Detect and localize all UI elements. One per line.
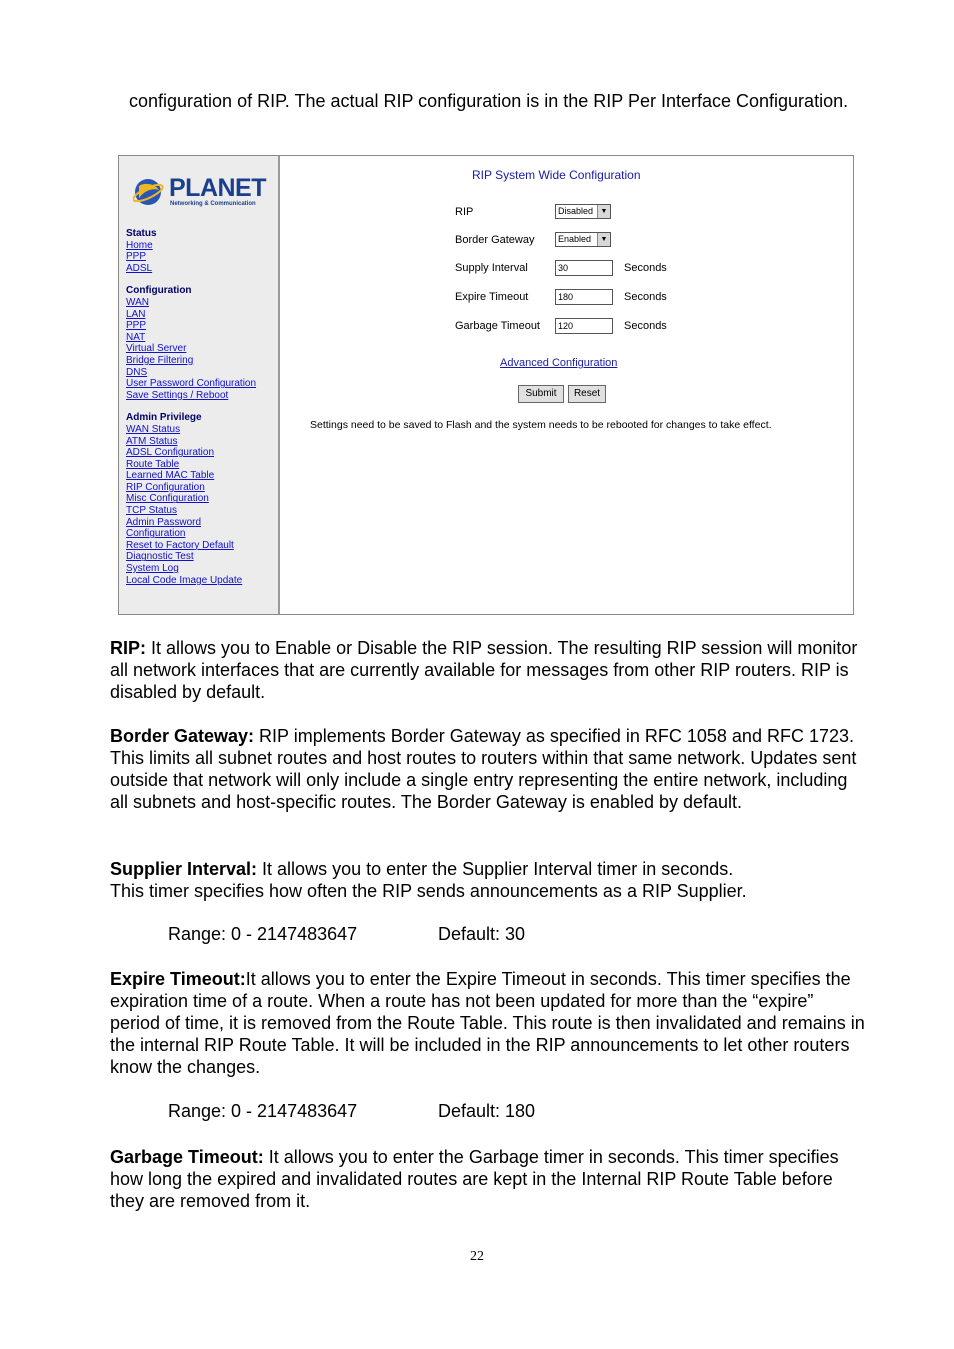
nav-link-home[interactable]: Home: [126, 239, 153, 251]
nav-header-status: Status: [126, 228, 157, 239]
supply-interval-input[interactable]: 30: [555, 260, 613, 276]
config-links: [126, 297, 256, 401]
reset-button[interactable]: Reset: [568, 385, 606, 403]
section-supplier-interval: [110, 858, 868, 902]
supplier-range: Range: 0 - 2147483647: [168, 924, 358, 944]
rip-label: RIP: [455, 206, 474, 218]
admin-links: [126, 424, 256, 586]
dropdown-arrow-icon: ▼: [597, 233, 610, 246]
supply-interval-unit: Seconds: [624, 262, 667, 274]
supplier-range-row: [168, 924, 526, 945]
desc-supplier-interval: It allows you to enter the Supplier Interval timer in seconds.: [257, 859, 734, 879]
expire-range: Range: 0 - 2147483647: [168, 1101, 358, 1121]
page-number: 22: [470, 1249, 484, 1264]
nav-link-system-log[interactable]: System Log: [126, 563, 179, 575]
planet-globe-icon: [133, 176, 165, 208]
term-garbage-timeout: Garbage Timeout:: [110, 1147, 264, 1167]
logo-tagline: Networking & Communication: [170, 201, 256, 207]
section-garbage-timeout: [110, 1146, 868, 1212]
reboot-note: Settings need to be saved to Flash and the system needs to be rebooted for changes to take effect.: [310, 419, 772, 431]
router-screenshot: [118, 155, 854, 615]
nav-link-ppp[interactable]: PPP: [126, 251, 147, 263]
garbage-timeout-input[interactable]: 120: [555, 318, 613, 334]
nav-link-wan-status[interactable]: WAN Status: [126, 423, 181, 435]
garbage-timeout-label: Garbage Timeout: [455, 320, 540, 332]
dropdown-arrow-icon: ▼: [597, 205, 610, 218]
nav-link-bridge-filtering[interactable]: Bridge Filtering: [126, 354, 194, 366]
desc-border-gateway: RIP implements Border Gateway as specified in RFC 1058 and RFC 1723. This limits all subnet routes and host routes to routers within that same network. Updates sent outside that network will only include a single entry representing the entire network, including all subnets and host-specific routes. The Border Gateway is enabled by default.: [110, 726, 857, 812]
expire-default: Default: 180: [438, 1101, 536, 1121]
nav-link-misc-configuration[interactable]: Misc Configuration: [126, 493, 209, 505]
nav-link-atm-status[interactable]: ATM Status: [126, 435, 178, 447]
advanced-configuration-link[interactable]: Advanced Configuration: [500, 357, 618, 369]
nav-link-diagnostic-test[interactable]: Diagnostic Test: [126, 551, 194, 563]
nav-link-ppp[interactable]: PPP: [126, 320, 147, 332]
expire-timeout-input[interactable]: 180: [555, 289, 613, 305]
nav-link-rip-configuration[interactable]: RIP Configuration: [126, 481, 205, 493]
nav-link-save-settings-reboot[interactable]: Save Settings / Reboot: [126, 389, 229, 401]
nav-link-learned-mac-table[interactable]: Learned MAC Table: [126, 470, 215, 482]
intro-paragraph: configuration of RIP. The actual RIP configuration is in the RIP Per Interface Configuration.: [129, 91, 849, 111]
panel-title: RIP System Wide Configuration: [472, 168, 641, 182]
term-supplier-interval: Supplier Interval:: [110, 859, 258, 879]
desc-garbage-timeout: It allows you to enter the Garbage timer in seconds. This timer specifies how long the expired and invalidated routes are kept in the Internal RIP Route Table before they are removed from it.: [110, 1147, 839, 1211]
status-links: [126, 240, 256, 275]
section-rip: [110, 637, 868, 703]
nav-link-tcp-status[interactable]: TCP Status: [126, 505, 177, 517]
nav-link-reset-to-factory-default[interactable]: Reset to Factory Default: [126, 539, 234, 551]
section-border-gateway: [110, 725, 868, 813]
section-expire-timeout: [110, 968, 868, 1078]
desc-supplier-interval-2: This timer specifies how often the RIP sends announcements as a RIP Supplier.: [110, 881, 747, 901]
nav-header-configuration: Configuration: [126, 285, 192, 297]
nav-link-virtual-server[interactable]: Virtual Server: [126, 343, 187, 355]
sidebar-nav: [126, 228, 256, 586]
expire-range-row: [168, 1101, 536, 1122]
nav-link-user-password-configuration[interactable]: User Password Configuration: [126, 378, 257, 390]
nav-link-adsl-configuration[interactable]: ADSL Configuration: [126, 447, 215, 459]
term-rip: RIP:: [110, 638, 146, 658]
nav-link-admin-password[interactable]: Admin Password: [126, 516, 202, 528]
garbage-timeout-unit: Seconds: [624, 320, 667, 332]
submit-button[interactable]: Submit: [518, 385, 564, 403]
nav-link-dns[interactable]: DNS: [126, 366, 148, 378]
term-expire-timeout: Expire Timeout:: [110, 969, 246, 989]
nav-link-lan[interactable]: LAN: [126, 308, 146, 320]
nav-link-nat[interactable]: NAT: [126, 331, 146, 343]
border-gateway-label: Border Gateway: [455, 234, 535, 246]
nav-link-wan[interactable]: WAN: [126, 296, 149, 308]
supply-interval-label: Supply Interval: [455, 262, 528, 274]
nav-link-configuration[interactable]: Configuration: [126, 528, 186, 540]
desc-expire-timeout: It allows you to enter the Expire Timeout in seconds. This timer specifies the expiration time of a route. When a route has not been updated for more than the “expire” period of time, it is removed from the Route Table. This route is then invalidated and remains in the internal RIP Route Table. It will be included in the RIP announcements to let other routers know the changes.: [110, 969, 865, 1077]
border-gateway-select[interactable]: Enabled ▼: [555, 232, 611, 247]
expire-timeout-label: Expire Timeout: [455, 291, 529, 303]
rip-select[interactable]: Disabled ▼: [555, 204, 611, 219]
planet-logo: [133, 174, 273, 214]
nav-link-route-table[interactable]: Route Table: [126, 458, 180, 470]
nav-link-adsl[interactable]: ADSL: [126, 262, 153, 274]
nav-header-admin: Admin Privilege: [126, 412, 202, 424]
nav-link-local-code-image-update[interactable]: Local Code Image Update: [126, 574, 243, 586]
logo-wordmark: PLANET: [169, 174, 266, 202]
term-border-gateway: Border Gateway:: [110, 726, 255, 746]
main-panel: [280, 156, 853, 614]
expire-timeout-unit: Seconds: [624, 291, 667, 303]
sidebar: [119, 156, 280, 614]
supplier-default: Default: 30: [438, 924, 526, 944]
desc-rip: It allows you to Enable or Disable the RIP session. The resulting RIP session will monitor all network interfaces that are currently available for messages from other RIP routers. RIP is disabled by default.: [110, 638, 858, 702]
